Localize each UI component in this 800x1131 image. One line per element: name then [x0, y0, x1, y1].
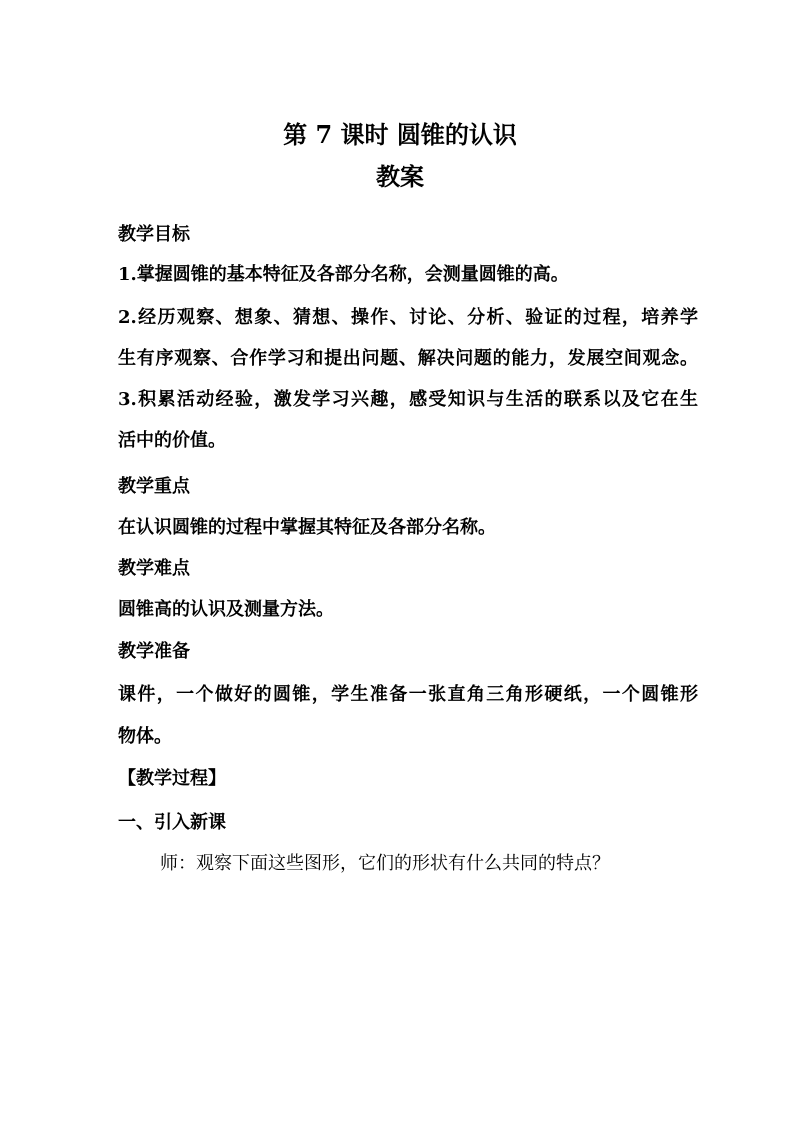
preparation-heading: 教学准备 — [118, 641, 190, 662]
objective-1: 1.掌握圆锥的基本特征及各部分名称，会测量圆锥的高。 — [118, 264, 569, 285]
lesson-subtitle: 教案 — [376, 162, 424, 191]
objective-2-line2: 生有序观察、合作学习和提出问题、解决问题的能力，发展空间观念。 — [118, 348, 698, 369]
objective-2-line1: 2.经历观察、想象、猜想、操作、讨论、分析、验证的过程，培养学 — [118, 307, 698, 328]
objective-3-line2: 活中的价值。 — [118, 430, 226, 451]
lesson-title: 第 7 课时 圆锥的认识 — [283, 120, 517, 149]
key-point-heading: 教学重点 — [118, 476, 190, 497]
difficulty-text: 圆锥高的认识及测量方法。 — [118, 599, 334, 620]
teacher-line: 师：观察下面这些图形，它们的形状有什么共同的特点？ — [160, 853, 610, 874]
preparation-line2: 物体。 — [118, 726, 172, 747]
key-point-text: 在认识圆锥的过程中掌握其特征及各部分名称。 — [118, 517, 496, 538]
process-heading: 【教学过程】 — [118, 768, 226, 789]
preparation-line1: 课件，一个做好的圆锥，学生准备一张直角三角形硬纸，一个圆锥形 — [118, 684, 698, 705]
objective-3-line1: 3.积累活动经验，激发学习兴趣，感受知识与生活的联系以及它在生 — [118, 389, 698, 410]
difficulty-heading: 教学难点 — [118, 558, 190, 579]
objectives-heading: 教学目标 — [118, 224, 190, 245]
intro-heading: 一、引入新课 — [118, 812, 226, 833]
